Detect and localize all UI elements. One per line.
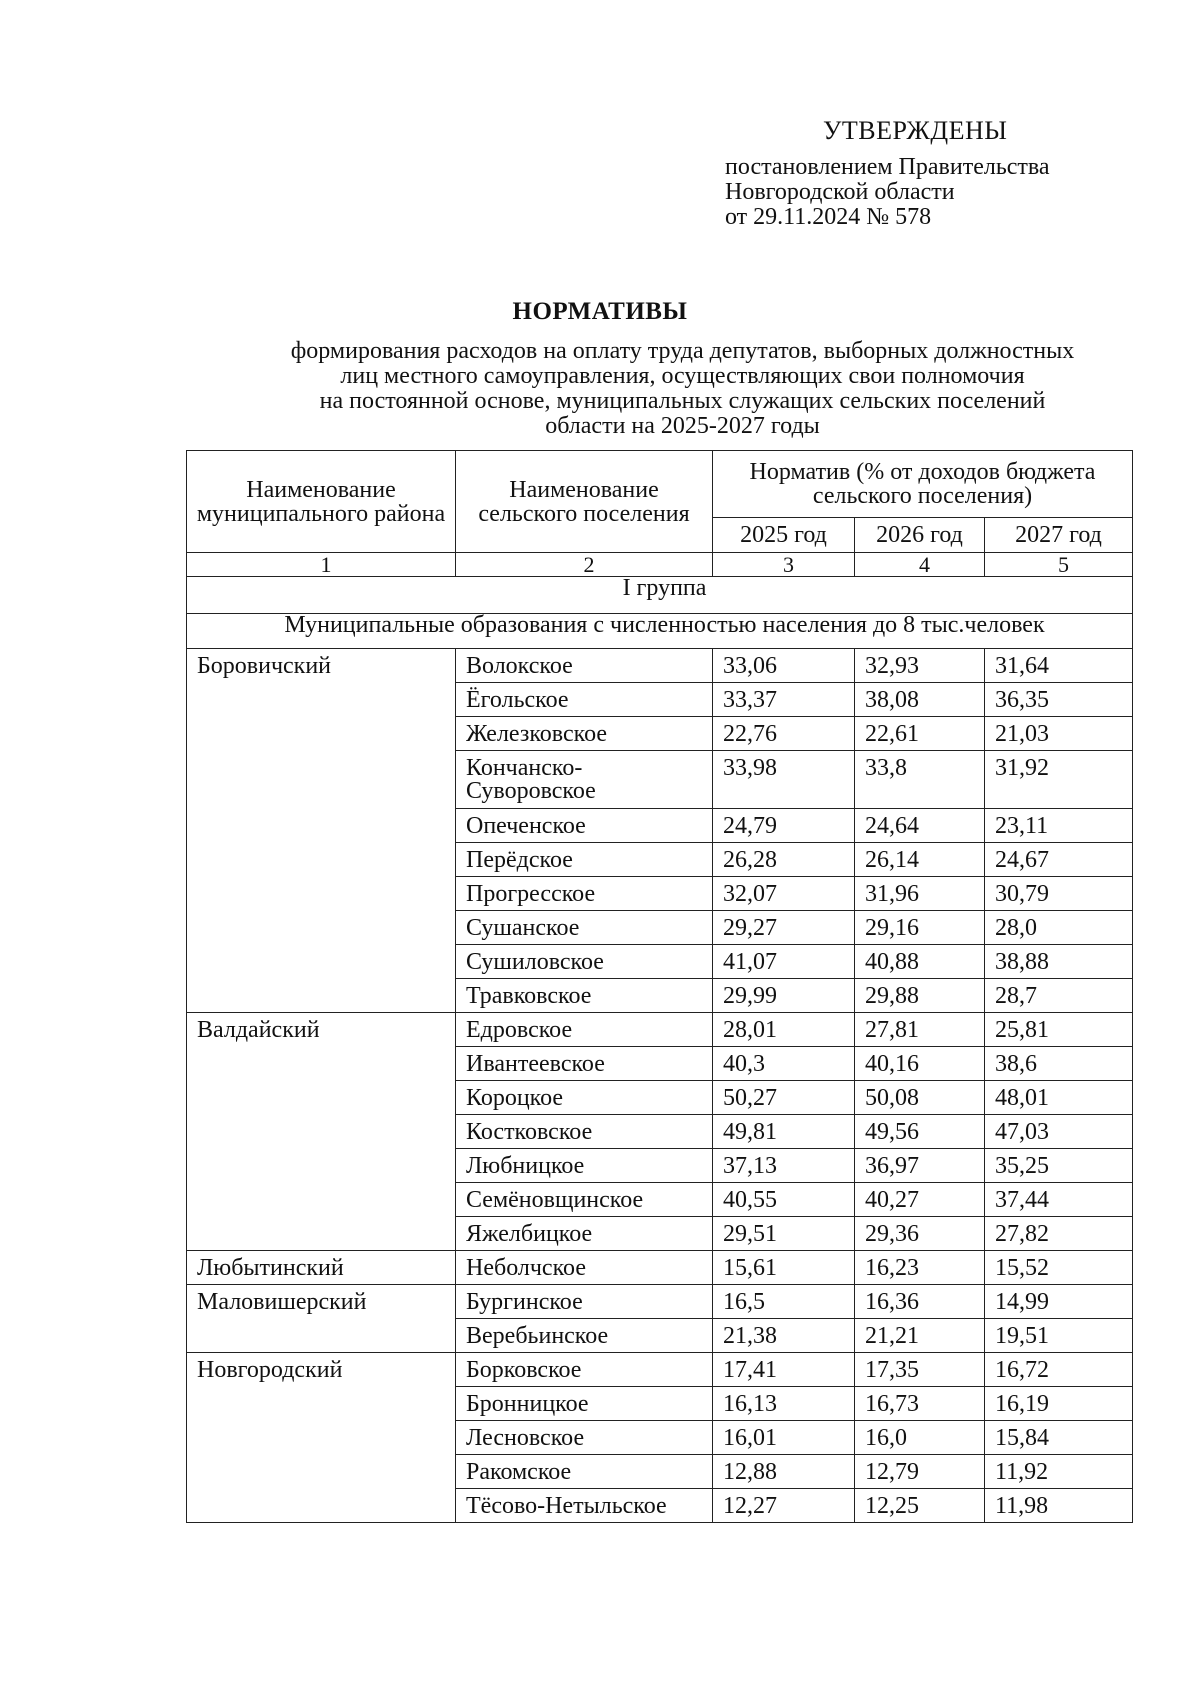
- approval-line-region: Новгородской области: [725, 179, 955, 205]
- value-2025: 40,3: [713, 1047, 855, 1081]
- approval-block: [725, 118, 1050, 230]
- settlement-name: Волокское: [456, 649, 713, 683]
- table-row: [187, 1353, 1133, 1387]
- table-body: [187, 649, 1133, 1523]
- value-2025: 41,07: [713, 945, 855, 979]
- value-2027: 15,84: [985, 1421, 1133, 1455]
- approval-line-date: от 29.11.2024 № 578: [725, 204, 932, 230]
- header-year-2026: 2026 год: [855, 518, 985, 553]
- subtitle-line: области на 2025-2027 годы: [545, 413, 820, 439]
- value-2026: 49,56: [855, 1115, 985, 1149]
- table-row: [187, 1251, 1133, 1285]
- value-2026: 40,88: [855, 945, 985, 979]
- value-2026: 40,16: [855, 1047, 985, 1081]
- value-2025: 28,01: [713, 1013, 855, 1047]
- value-2026: 16,36: [855, 1285, 985, 1319]
- value-2025: 16,5: [713, 1285, 855, 1319]
- value-2025: 17,41: [713, 1353, 855, 1387]
- value-2027: 28,7: [985, 979, 1133, 1013]
- value-2027: 16,19: [985, 1387, 1133, 1421]
- value-2025: 22,76: [713, 717, 855, 751]
- settlement-name: Лесновское: [456, 1421, 713, 1455]
- district-name: Любытинский: [187, 1251, 456, 1285]
- settlement-name: Кончанско-Суворовское: [456, 751, 713, 809]
- value-2027: 11,92: [985, 1455, 1133, 1489]
- value-2026: 16,0: [855, 1421, 985, 1455]
- header-settlement: Наименование сельского поселения: [456, 451, 713, 553]
- value-2025: 12,27: [713, 1489, 855, 1523]
- header-year-2027: 2027 год: [985, 518, 1133, 553]
- value-2026: 29,16: [855, 911, 985, 945]
- settlement-name: Едровское: [456, 1013, 713, 1047]
- subtitle-line: лиц местного самоуправления, осуществляющих свои полномочия: [340, 363, 1025, 389]
- subtitle-line: формирования расходов на оплату труда депутатов, выборных должностных: [290, 338, 1075, 364]
- approval-title: УТВЕРЖДЕНЫ: [823, 116, 1008, 145]
- norms-table: [186, 450, 1133, 1523]
- value-2026: 38,08: [855, 683, 985, 717]
- value-2026: 32,93: [855, 649, 985, 683]
- value-2025: 33,37: [713, 683, 855, 717]
- value-2026: 29,36: [855, 1217, 985, 1251]
- value-2027: 21,03: [985, 717, 1133, 751]
- settlement-name: Неболчское: [456, 1251, 713, 1285]
- settlement-name: Прогресское: [456, 877, 713, 911]
- value-2025: 29,99: [713, 979, 855, 1013]
- value-2027: 15,52: [985, 1251, 1133, 1285]
- column-number: 5: [985, 553, 1133, 577]
- value-2026: 12,25: [855, 1489, 985, 1523]
- settlement-name: Сушиловское: [456, 945, 713, 979]
- value-2027: 27,82: [985, 1217, 1133, 1251]
- settlement-name: Тёсово-Нетыльское: [456, 1489, 713, 1523]
- table-row: [187, 1285, 1133, 1319]
- value-2026: 24,64: [855, 809, 985, 843]
- value-2027: 38,6: [985, 1047, 1133, 1081]
- value-2027: 36,35: [985, 683, 1133, 717]
- value-2025: 40,55: [713, 1183, 855, 1217]
- value-2027: 16,72: [985, 1353, 1133, 1387]
- value-2026: 31,96: [855, 877, 985, 911]
- section-label: Муниципальные образования с численностью населения до 8 тыс.человек: [187, 614, 1133, 649]
- header-district: Наименование муниципального района: [187, 451, 456, 553]
- value-2026: 21,21: [855, 1319, 985, 1353]
- value-2025: 24,79: [713, 809, 855, 843]
- group-label: I группа: [187, 577, 1133, 614]
- value-2025: 33,98: [713, 751, 855, 809]
- settlement-name: Бронницкое: [456, 1387, 713, 1421]
- value-2027: 23,11: [985, 809, 1133, 843]
- value-2025: 50,27: [713, 1081, 855, 1115]
- value-2027: 48,01: [985, 1081, 1133, 1115]
- value-2026: 36,97: [855, 1149, 985, 1183]
- column-number: 3: [713, 553, 855, 577]
- district-name: Маловишерский: [187, 1285, 456, 1353]
- settlement-name: Ивантеевское: [456, 1047, 713, 1081]
- value-2026: 27,81: [855, 1013, 985, 1047]
- value-2026: 16,73: [855, 1387, 985, 1421]
- district-name: Новгородский: [187, 1353, 456, 1523]
- value-2027: 31,92: [985, 751, 1133, 809]
- settlement-name: Веребьинское: [456, 1319, 713, 1353]
- settlement-name: Ёгольское: [456, 683, 713, 717]
- column-number: 4: [855, 553, 985, 577]
- value-2025: 15,61: [713, 1251, 855, 1285]
- value-2025: 29,51: [713, 1217, 855, 1251]
- column-number: 2: [456, 553, 713, 577]
- value-2025: 37,13: [713, 1149, 855, 1183]
- value-2025: 16,13: [713, 1387, 855, 1421]
- value-2025: 33,06: [713, 649, 855, 683]
- value-2026: 29,88: [855, 979, 985, 1013]
- value-2027: 24,67: [985, 843, 1133, 877]
- value-2027: 19,51: [985, 1319, 1133, 1353]
- value-2026: 12,79: [855, 1455, 985, 1489]
- document-title: НОРМАТИВЫ: [512, 298, 688, 325]
- header-norm: Норматив (% от доходов бюджета сельского поселения): [713, 451, 1133, 518]
- value-2027: 30,79: [985, 877, 1133, 911]
- value-2027: 35,25: [985, 1149, 1133, 1183]
- value-2025: 49,81: [713, 1115, 855, 1149]
- value-2026: 17,35: [855, 1353, 985, 1387]
- settlement-name: Ракомское: [456, 1455, 713, 1489]
- settlement-name: Костковское: [456, 1115, 713, 1149]
- value-2026: 26,14: [855, 843, 985, 877]
- value-2025: 29,27: [713, 911, 855, 945]
- settlement-name: Любницкое: [456, 1149, 713, 1183]
- value-2027: 11,98: [985, 1489, 1133, 1523]
- settlement-name: Сушанское: [456, 911, 713, 945]
- value-2027: 14,99: [985, 1285, 1133, 1319]
- value-2026: 50,08: [855, 1081, 985, 1115]
- value-2026: 40,27: [855, 1183, 985, 1217]
- value-2027: 28,0: [985, 911, 1133, 945]
- approval-line-decree: постановлением Правительства: [725, 154, 1050, 180]
- value-2025: 16,01: [713, 1421, 855, 1455]
- table-row: [187, 649, 1133, 683]
- table-row: [187, 1013, 1133, 1047]
- document-subtitle: [195, 339, 1170, 439]
- value-2026: 16,23: [855, 1251, 985, 1285]
- settlement-name: Бургинское: [456, 1285, 713, 1319]
- value-2025: 32,07: [713, 877, 855, 911]
- value-2026: 33,8: [855, 751, 985, 809]
- value-2025: 21,38: [713, 1319, 855, 1353]
- value-2027: 25,81: [985, 1013, 1133, 1047]
- district-name: Валдайский: [187, 1013, 456, 1251]
- district-name: Боровичский: [187, 649, 456, 1013]
- column-number: 1: [187, 553, 456, 577]
- settlement-name: Перёдское: [456, 843, 713, 877]
- value-2025: 12,88: [713, 1455, 855, 1489]
- value-2027: 31,64: [985, 649, 1133, 683]
- header-year-2025: 2025 год: [713, 518, 855, 553]
- settlement-name: Травковское: [456, 979, 713, 1013]
- settlement-name: Железковское: [456, 717, 713, 751]
- value-2027: 38,88: [985, 945, 1133, 979]
- value-2025: 26,28: [713, 843, 855, 877]
- settlement-name: Борковское: [456, 1353, 713, 1387]
- settlement-name: Семёновщинское: [456, 1183, 713, 1217]
- settlement-name: Яжелбицкое: [456, 1217, 713, 1251]
- settlement-name: Опеченское: [456, 809, 713, 843]
- subtitle-line: на постоянной основе, муниципальных служащих сельских поселений: [319, 388, 1046, 414]
- value-2026: 22,61: [855, 717, 985, 751]
- value-2027: 47,03: [985, 1115, 1133, 1149]
- value-2027: 37,44: [985, 1183, 1133, 1217]
- settlement-name: Короцкое: [456, 1081, 713, 1115]
